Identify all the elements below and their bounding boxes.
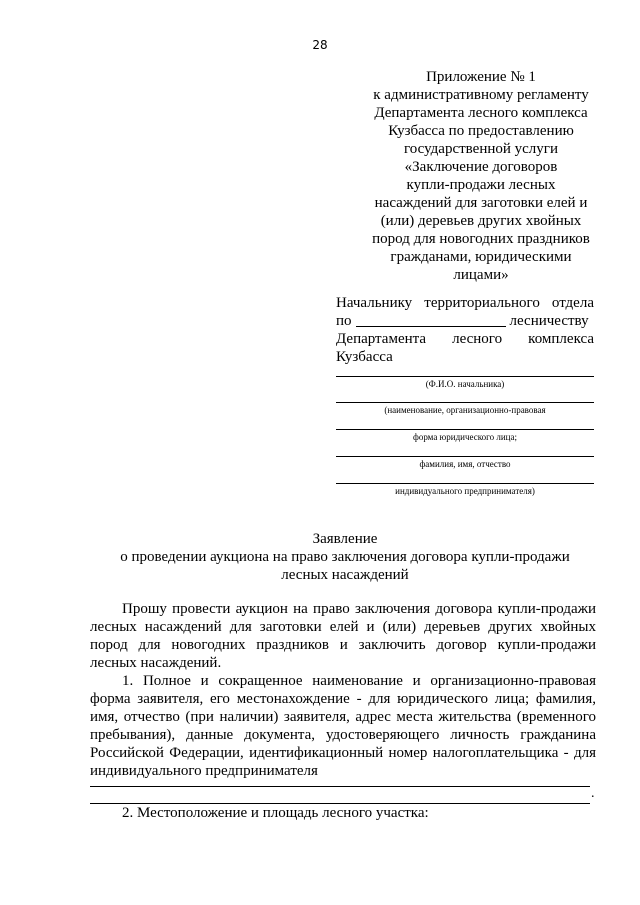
addressee-word: Начальнику (336, 295, 413, 311)
appendix-line: к административному регламенту (373, 87, 589, 103)
end-mark: . (591, 786, 595, 801)
addressee-line-1 (336, 294, 594, 312)
appendix-line: Департамента лесного комплекса (374, 105, 588, 121)
addressee-word: территориального (424, 295, 540, 311)
appendix-line: Кузбасса по предоставлению (388, 123, 574, 139)
paragraph-request: Прошу провести аукцион на право заключения договора купли-продажи лесных насаждений для заготовки елей и (или) деревьев других хвойных пород для новогодних праздников и заключить договор купли-продажи лесных насаждений. (90, 601, 596, 671)
field-caption: фамилия, имя, отчество (419, 459, 511, 469)
fill-line (336, 402, 594, 403)
application-title (90, 530, 600, 584)
appendix-line: купли-продажи лесных (406, 177, 556, 193)
title-line: о проведении аукциона на право заключения договора купли-продажи (120, 549, 570, 565)
addressee-block (336, 294, 594, 366)
chief-name-field[interactable] (336, 376, 594, 390)
field-caption: (Ф.И.О. начальника) (425, 379, 505, 389)
addressee-line-2 (336, 312, 594, 330)
addressee-word: лесничеству (509, 313, 589, 329)
appendix-line: пород для новогодних праздников (372, 231, 590, 247)
person-name-field[interactable] (336, 456, 594, 470)
appendix-line: Приложение № 1 (426, 69, 536, 85)
field-caption: (наименование, организационно-правовая (384, 405, 546, 415)
fill-line (336, 429, 594, 430)
addressee-line-3 (336, 330, 594, 348)
item-2-label: 2. Местоположение и площадь лесного участка: (122, 805, 429, 821)
paragraph-item-1: 1. Полное и сокращенное наименование и организационно-правовая форма заявителя, его местонахождение - для юридического лица; фамилия, имя, отчество (при наличии) заявителя, адрес места жительства (временного пребывания), данные документа, удостоверяющего личность гражданина Российской Федерации, идентификационный номер налогоплательщика - для индивидуального предпринимателя (90, 673, 596, 779)
appendix-line: государственной услуги (404, 141, 558, 157)
appendix-line: гражданами, юридическими (390, 249, 572, 265)
appendix-line: (или) деревьев других хвойных (380, 213, 582, 229)
fill-line (336, 376, 594, 377)
addressee-word: Департамента (336, 331, 427, 347)
fill-line (336, 456, 594, 457)
title-line: лесных насаждений (281, 567, 409, 583)
appendix-header (350, 68, 612, 284)
appendix-line: «Заключение договоров (404, 159, 558, 175)
forestry-name-field[interactable] (356, 312, 506, 327)
addressee-word: лесного (452, 331, 503, 347)
legal-form-field[interactable] (336, 429, 594, 443)
addressee-word: отдела (551, 295, 594, 311)
addressee-word: по (336, 313, 352, 329)
addressee-line-4: Кузбасса (336, 349, 393, 365)
entrepreneur-field[interactable] (336, 483, 594, 497)
field-caption: индивидуального предпринимателя) (395, 486, 535, 496)
appendix-line: лицами» (453, 267, 509, 283)
appendix-line: насаждений для заготовки елей и (374, 195, 588, 211)
answer-line-1[interactable] (90, 786, 590, 787)
page-number: 28 (312, 38, 328, 52)
applicant-name-field[interactable] (336, 402, 594, 416)
application-body (90, 600, 596, 780)
addressee-word: комплекса (528, 331, 594, 347)
fill-line (336, 483, 594, 484)
title-heading: Заявление (312, 531, 378, 547)
field-caption: форма юридического лица; (412, 432, 517, 442)
